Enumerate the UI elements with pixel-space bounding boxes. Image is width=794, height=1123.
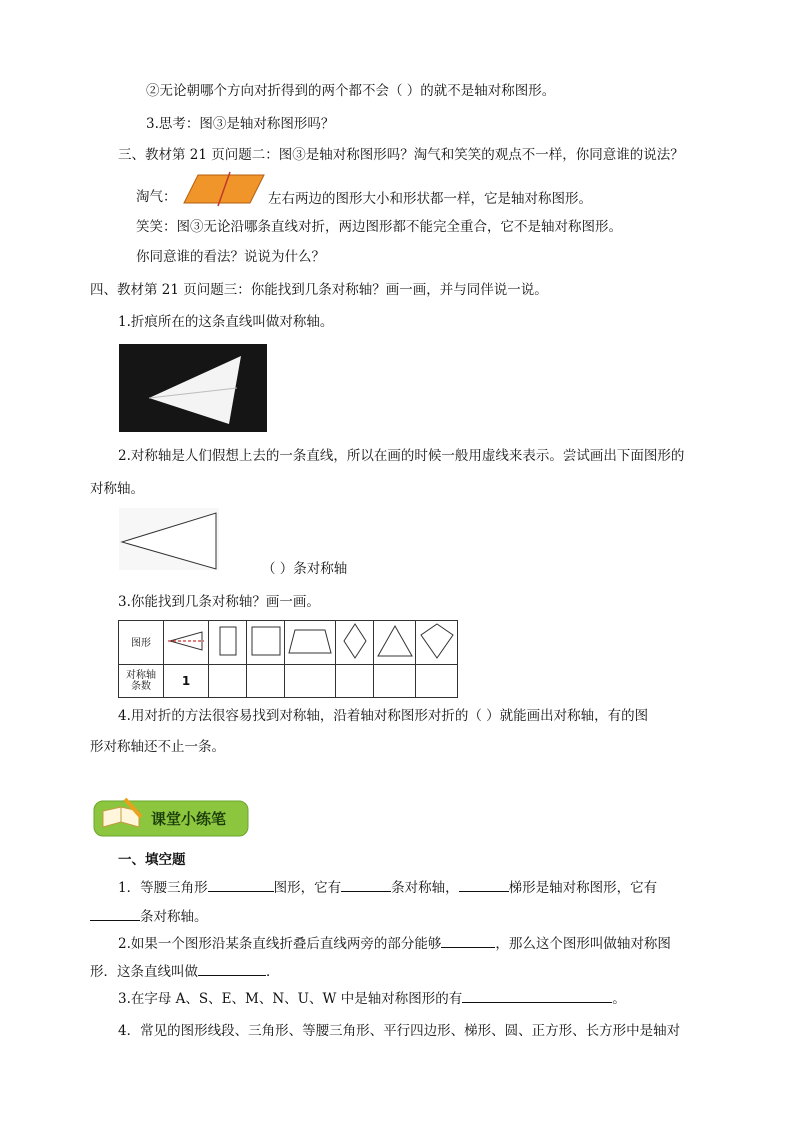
q1-text-d: 梯形是轴对称图形，它有 [508, 880, 658, 896]
taoqi-label: 淘气： [136, 189, 177, 205]
table-kite [421, 624, 453, 658]
kite-triangle-icon [166, 626, 206, 656]
folded-triangle-photo [119, 344, 267, 432]
exercise-q2-line1 [118, 933, 671, 953]
axis-count-blank: （ ）条对称轴 [262, 561, 348, 577]
q2-blank-2[interactable] [198, 961, 266, 976]
q3-text-b: 。 [612, 991, 626, 1007]
taoqi-text: 左右两边的图形大小和形状都一样，它是轴对称图形。 [268, 191, 592, 207]
shape-header: 图形 [131, 638, 151, 649]
table-square [252, 627, 280, 655]
q1-blank-4[interactable] [90, 906, 140, 921]
count-cell-rectangle[interactable] [209, 665, 247, 698]
shape-cell-square [247, 621, 285, 665]
text-line-13: 4.用对折的方法很容易找到对称轴，沿着轴对称图形对折的（ ）就能画出对称轴，有的图 [118, 708, 649, 724]
folded-triangle-svg [119, 344, 267, 432]
count-cell-equilateral[interactable] [374, 665, 416, 698]
text-line-6: 你同意谁的看法？说说为什么？ [136, 249, 325, 265]
q1-blank-2[interactable] [341, 877, 391, 892]
exercise-q4: 4．常见的图形线段、三角形、等腰三角形、平行四边形、梯形、圆、正方形、长方形中是轴对 [118, 1023, 681, 1039]
text-line-9: 2.对称轴是人们假想上去的一条直线，所以在画的时候一般用虚线来表示。尝试画出下面图形的 [118, 448, 685, 464]
symmetry-axis-table [118, 620, 458, 698]
count-cell-triangle[interactable] [164, 665, 209, 698]
q2-blank-1[interactable] [441, 933, 495, 948]
count-cell-kite[interactable] [416, 665, 458, 698]
shape-cell-trapezoid [285, 621, 336, 665]
shape-cell-triangle [164, 621, 209, 665]
count-header-b: 条数 [131, 681, 151, 692]
count-row [119, 665, 458, 698]
q1-text-b: 图形，它有 [273, 880, 342, 896]
count-cell-square[interactable] [247, 665, 285, 698]
count-cell-trapezoid[interactable] [285, 665, 336, 698]
q2-text-b: ，那么这个图形叫做轴对称图 [495, 936, 671, 952]
square-icon [249, 624, 283, 658]
q1-text-a: 1．等腰三角形 [118, 880, 208, 896]
rectangle-icon [213, 624, 243, 658]
text-line-8: 1.折痕所在的这条直线叫做对称轴。 [118, 314, 334, 330]
text-line-1: ②无论朝哪个方向对折得到的两个都不会（ ）的就不是轴对称图形。 [146, 83, 556, 99]
text-line-14: 形对称轴还不止一条。 [90, 739, 225, 755]
exercise-q1-line1 [118, 877, 657, 897]
table-trapezoid [289, 630, 331, 653]
kite-icon [417, 621, 457, 661]
equilateral-triangle-icon [375, 622, 415, 660]
text-line-2: 3.思考：图③是轴对称图形吗？ [146, 116, 335, 132]
xiaoxiao-text: 笑笑：图③无论沿哪条直线对折，两边图形都不能完全重合，它不是轴对称图形。 [136, 219, 622, 235]
count-cell-rhombus[interactable] [336, 665, 374, 698]
table-equilateral [378, 626, 412, 656]
shape-cell-rhombus [336, 621, 374, 665]
folded-paper-shape [149, 356, 241, 424]
count-value-triangle: 1 [181, 674, 191, 688]
q2-text-c: 形．这条直线叫做 [90, 964, 198, 980]
shape-row [119, 621, 458, 665]
exercise-section-title: 一、填空题 [118, 852, 186, 868]
text-line-10: 对称轴。 [90, 481, 144, 497]
q2-text-d: ． [266, 964, 280, 980]
shape-cell-equilateral [374, 621, 416, 665]
q3-text-a: 3.在字母 A、S、E、M、N、U、W 中是轴对称图形的有 [118, 991, 463, 1007]
parallelogram-figure [182, 171, 266, 207]
q1-text-e: 条对称轴。 [140, 909, 208, 925]
trapezoid-icon [287, 626, 333, 656]
exercise-q3 [118, 988, 626, 1008]
q2-text-a: 2.如果一个图形沿某条直线折叠后直线两旁的部分能够 [118, 936, 442, 952]
rhombus-icon [340, 621, 370, 661]
shape-cell-rectangle [209, 621, 247, 665]
exercise-q2-line2 [90, 961, 280, 981]
q1-text-c: 条对称轴， [391, 880, 459, 896]
table-rhombus [344, 624, 366, 658]
count-header-a: 对称轴 [126, 670, 156, 681]
triangle-figure [119, 508, 219, 570]
text-line-12: 3.你能找到几条对称轴？画一画。 [118, 594, 320, 610]
q1-blank-3[interactable] [459, 877, 509, 892]
practice-badge [93, 797, 249, 838]
exercise-q1-line2 [90, 906, 208, 926]
badge-label: 课堂小练笔 [151, 810, 227, 828]
table-rectangle [220, 627, 236, 655]
count-header-cell [119, 665, 164, 698]
section-four-title: 四、教材第 21 页问题三：你能找到几条对称轴？画一画，并与同伴说一说。 [90, 282, 548, 298]
shape-header-cell [119, 621, 164, 665]
q1-blank-1[interactable] [208, 877, 274, 892]
section-three-title: 三、教材第 21 页问题二：图③是轴对称图形吗？淘气和笑笑的观点不一样，你同意谁的说法？ [118, 147, 684, 163]
shape-cell-kite [416, 621, 458, 665]
q3-blank[interactable] [462, 988, 612, 1003]
